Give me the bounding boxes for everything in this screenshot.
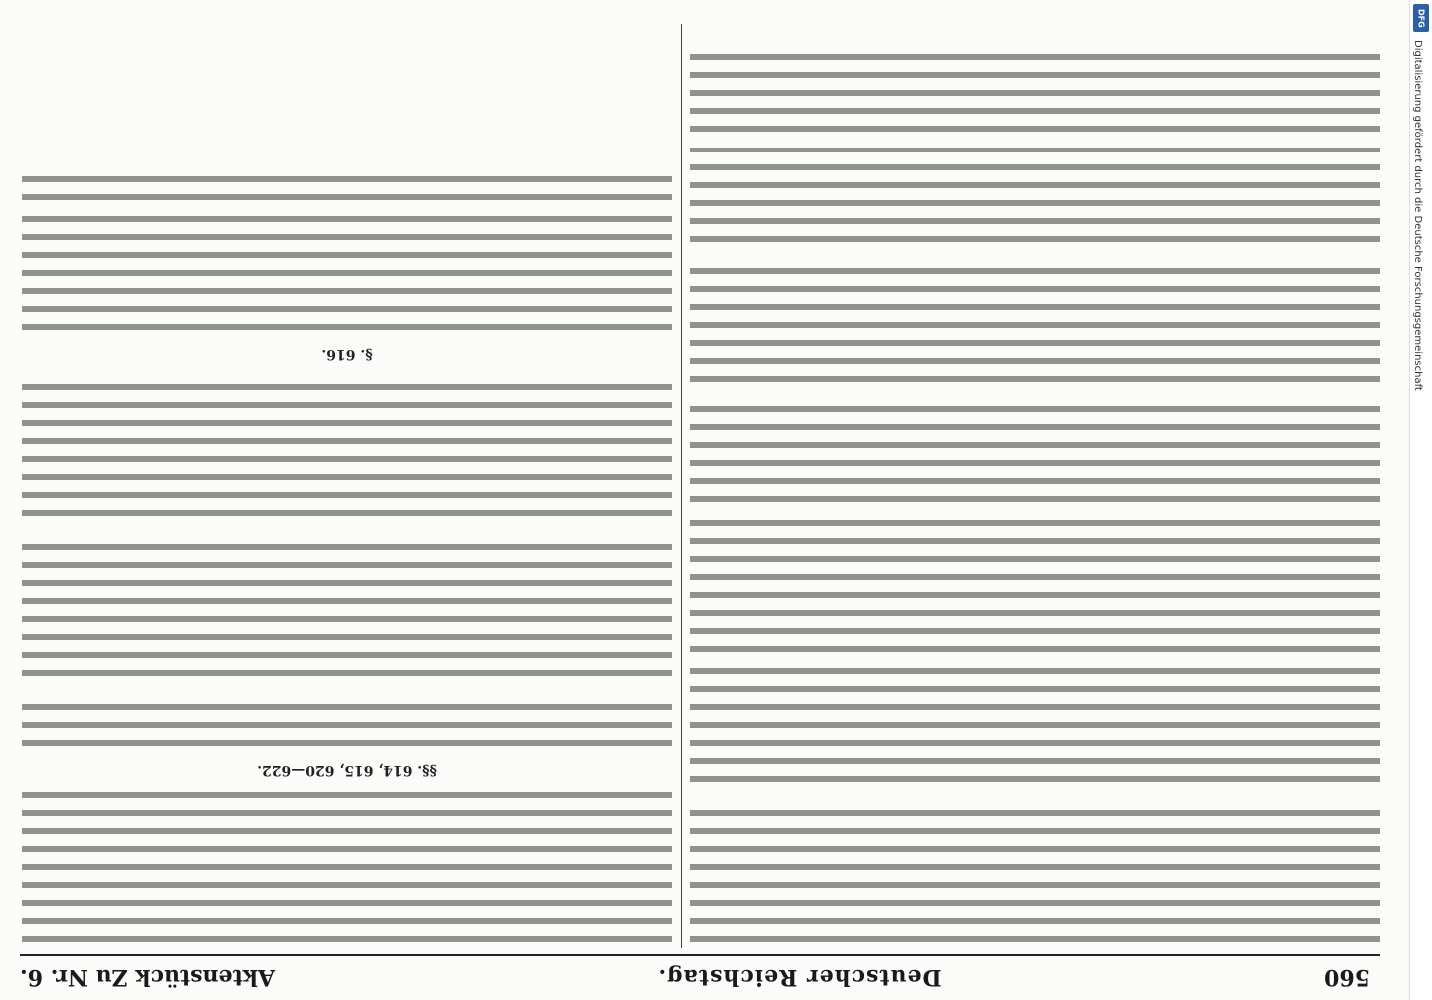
- section-heading: §. 616.: [321, 346, 373, 362]
- section-heading: §§. 614, 615, 620—622.: [257, 762, 437, 778]
- body-paragraph: [690, 668, 1380, 788]
- column-divider: [681, 24, 682, 948]
- page-number: 560: [1324, 964, 1370, 990]
- digitization-credit: Digitalisierung gefördert durch die Deutsche Forschungsgemeinschaft: [1412, 40, 1423, 391]
- digitization-credit-strip: [1409, 0, 1432, 1000]
- body-paragraph: [690, 148, 1380, 248]
- body-paragraph: [690, 798, 1380, 948]
- page-header: [20, 960, 1370, 994]
- body-paragraph: [690, 398, 1380, 508]
- body-paragraph: [22, 216, 672, 336]
- body-paragraph: [690, 258, 1380, 388]
- body-paragraph: [690, 518, 1380, 658]
- body-paragraph: [690, 48, 1380, 138]
- left-column: [690, 24, 1380, 948]
- body-paragraph: [22, 692, 672, 752]
- body-paragraph: [22, 788, 672, 948]
- body-paragraph: [22, 532, 672, 682]
- body-paragraph: [22, 166, 672, 206]
- running-title: Deutscher Reichstag.: [657, 964, 942, 990]
- dfg-logo-icon: DFG: [1413, 4, 1429, 32]
- body-paragraph: [22, 372, 672, 522]
- document-reference: Aktenstück Zu Nr. 6.: [20, 964, 276, 990]
- header-rule: [20, 954, 1380, 956]
- right-column: [22, 24, 672, 948]
